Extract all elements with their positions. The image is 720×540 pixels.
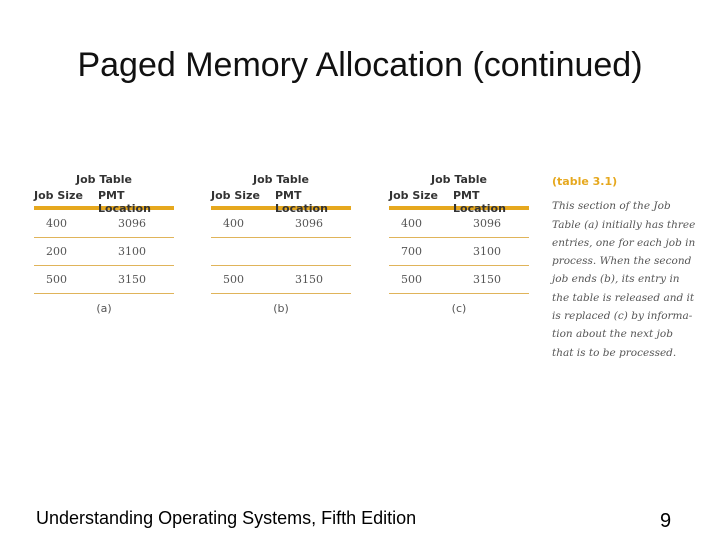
pmt-location-cell: 3100 xyxy=(118,245,146,258)
job-size-cell: 700 xyxy=(401,245,422,258)
pmt-location-cell: 3150 xyxy=(473,273,501,286)
job-table-a xyxy=(34,173,174,315)
note-line: the table is released and it xyxy=(552,291,695,304)
job-table-header xyxy=(389,189,529,215)
job-size-cell: 500 xyxy=(223,273,244,286)
job-table-b xyxy=(211,173,351,315)
table-row xyxy=(211,238,351,266)
note-line: job ends (b), its entry in xyxy=(552,273,680,286)
note-title: (table 3.1) xyxy=(552,175,618,188)
pmt-location-cell: 3150 xyxy=(295,273,323,286)
job-table-caption: Job Table xyxy=(431,173,487,186)
slide-title: Paged Memory Allocation (continued) xyxy=(77,46,643,84)
table-row xyxy=(211,266,351,294)
pmt-location-cell: 3096 xyxy=(473,217,501,230)
note-line: Table (a) initially has three xyxy=(552,218,696,231)
header-job-size: Job Size xyxy=(211,189,260,202)
table-label: (c) xyxy=(451,302,467,315)
job-table-header xyxy=(211,189,351,215)
job-table-caption: Job Table xyxy=(253,173,309,186)
table-label: (a) xyxy=(96,302,112,315)
header-pmt-location: PMT Location xyxy=(453,189,506,215)
job-size-cell: 400 xyxy=(46,217,67,230)
job-size-cell: 200 xyxy=(46,245,67,258)
footer-text: Understanding Operating Systems, Fifth Edition xyxy=(36,508,417,528)
job-table-caption: Job Table xyxy=(76,173,132,186)
header-job-size: Job Size xyxy=(34,189,83,202)
header-job-size: Job Size xyxy=(389,189,438,202)
page-number: 9 xyxy=(660,510,672,532)
job-size-cell: 400 xyxy=(223,217,244,230)
pmt-location-cell: 3096 xyxy=(295,217,323,230)
table-row xyxy=(34,266,174,294)
note-line: This section of the Job xyxy=(552,200,671,213)
pmt-location-cell: 3096 xyxy=(118,217,146,230)
table-row xyxy=(34,238,174,266)
job-table-c xyxy=(389,173,529,315)
table-label: (b) xyxy=(273,302,289,315)
job-size-cell: 400 xyxy=(401,217,422,230)
job-table-header xyxy=(34,189,174,215)
job-size-cell: 500 xyxy=(46,273,67,286)
note-line: tion about the next job xyxy=(552,328,673,341)
table-row xyxy=(389,238,529,266)
header-pmt-location: PMT Location xyxy=(275,189,328,215)
pmt-location-cell: 3100 xyxy=(473,245,501,258)
job-size-cell: 500 xyxy=(401,273,422,286)
note-line: that is to be processed. xyxy=(552,346,677,359)
note-line: is replaced (c) by informa- xyxy=(552,310,693,323)
note-line: process. When the second xyxy=(552,255,692,268)
note-line: entries, one for each job in xyxy=(552,236,696,249)
table-note xyxy=(552,173,702,362)
header-pmt-location: PMT Location xyxy=(98,189,151,215)
table-row xyxy=(389,266,529,294)
pmt-location-cell: 3150 xyxy=(118,273,146,286)
